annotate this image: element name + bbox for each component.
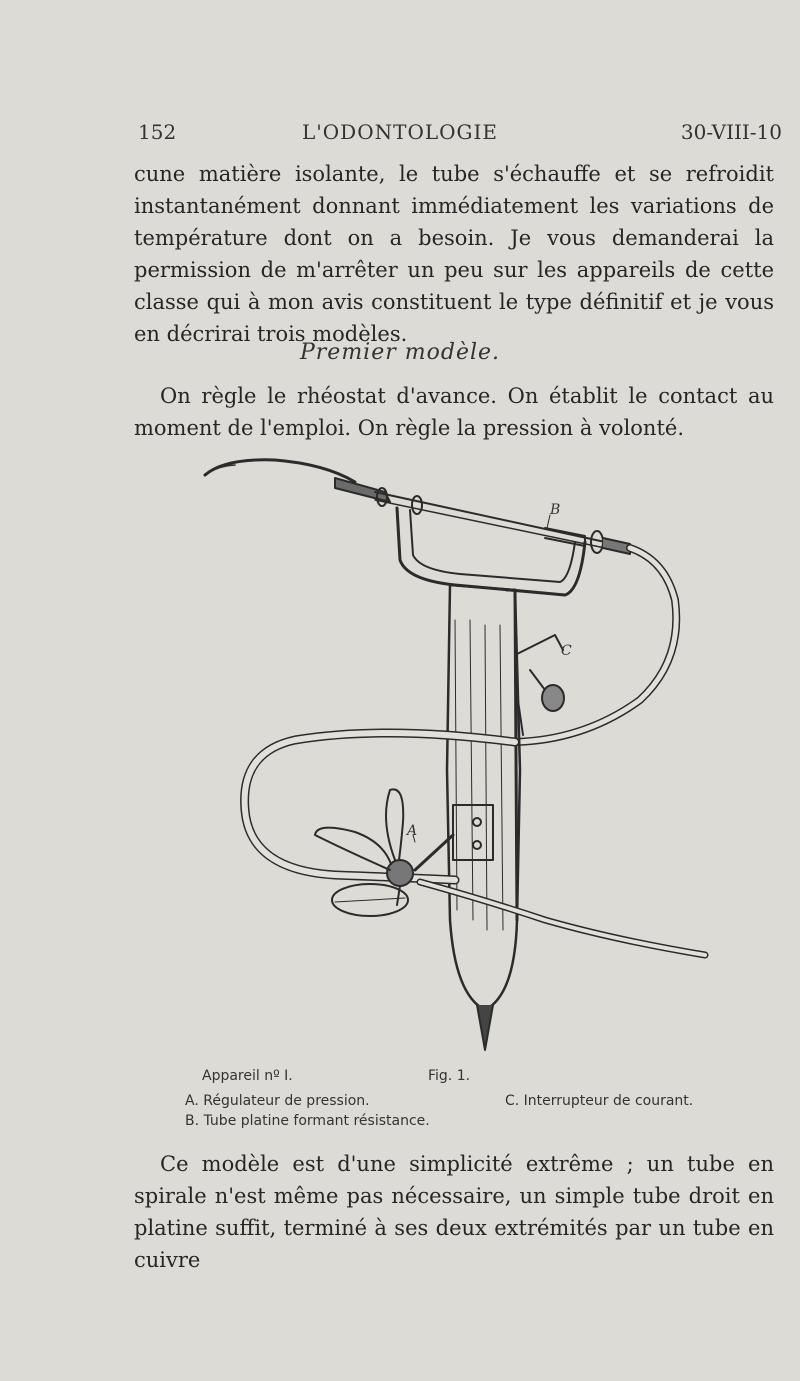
journal-title: L'ODONTOLOGIE [302, 120, 498, 144]
page-number: 152 [138, 120, 177, 144]
paragraph-intro: cune matière isolante, le tube s'échauffe et se refroidit instantanément donnant immédiatement les variations de température dont on a besoin. Je vous demanderai la permission de m'arrêter un peu sur les appareils de cette classe qui à mon avis constituent le type définitif et je vous en décrirai trois modèles. [134, 162, 774, 346]
caption-figure-number: Fig. 1. [428, 1068, 471, 1084]
label-b: B [550, 502, 561, 518]
label-c: C [561, 643, 572, 659]
label-a: A [407, 823, 418, 839]
section-subtitle: Premier modèle. [299, 340, 501, 365]
issue-date: 30-VIII-10 [680, 120, 782, 144]
legend-b: B. Tube platine formant résistance. [185, 1113, 430, 1129]
running-header [0, 120, 800, 150]
legend-a: A. Régulateur de pression. [185, 1093, 370, 1109]
apparatus-illustration [185, 450, 715, 1060]
paragraph-model-one: On règle le rhéostat d'avance. On établit le contact au moment de l'emploi. On règle la pression à volonté. [134, 384, 774, 440]
legend-c: C. Interrupteur de courant. [505, 1093, 694, 1109]
caption-appareil: Appareil nº I. [202, 1068, 293, 1084]
paragraph-description: Ce modèle est d'une simplicité extrême ; un tube en spirale n'est même pas nécessaire, un simple tube droit en platine suffit, terminé à ses deux extrémités par un tube en cuivre [134, 1152, 774, 1272]
